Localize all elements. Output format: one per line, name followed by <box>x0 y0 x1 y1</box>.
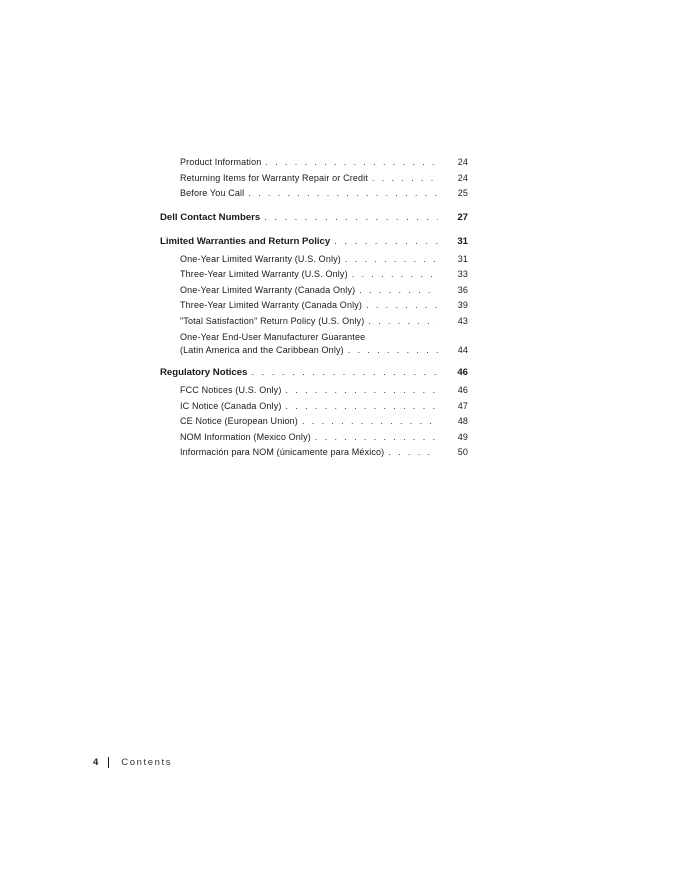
toc-entry-total-satisfaction[interactable] <box>180 316 468 326</box>
toc-section-page: 46 <box>457 367 468 378</box>
toc-entry-product-information[interactable] <box>180 157 468 167</box>
toc-entry-returning-items[interactable] <box>180 173 468 183</box>
toc-entry-guarantee-line1[interactable]: One-Year End-User Manufacturer Guarantee <box>180 332 366 342</box>
toc-entry-three-year-canada[interactable] <box>180 300 468 310</box>
toc-section-title: Dell Contact Numbers <box>160 212 261 223</box>
page-footer <box>93 757 172 768</box>
toc-entry-three-year-us[interactable] <box>180 269 468 279</box>
toc-entry-guarantee[interactable] <box>180 345 468 355</box>
dot-leader <box>315 432 438 442</box>
toc-entry-page: 44 <box>457 345 468 355</box>
dot-leader <box>368 316 438 326</box>
dot-leader <box>372 173 438 183</box>
dot-leader <box>302 416 438 426</box>
toc-section-title: Limited Warranties and Return Policy <box>160 236 331 247</box>
toc-entry-title: FCC Notices (U.S. Only) <box>180 385 282 395</box>
toc-entry-title: CE Notice (European Union) <box>180 416 298 426</box>
dot-leader <box>334 236 438 247</box>
toc-entry-nom-information[interactable] <box>180 432 468 442</box>
dot-leader <box>286 401 439 411</box>
toc-entry-title: IC Notice (Canada Only) <box>180 401 282 411</box>
toc-entry-page: 31 <box>457 254 468 264</box>
toc-entry-title: One-Year Limited Warranty (Canada Only) <box>180 285 356 295</box>
toc-entry-page: 48 <box>457 416 468 426</box>
toc-entry-page: 39 <box>457 300 468 310</box>
toc-entry-title: Three-Year Limited Warranty (U.S. Only) <box>180 269 348 279</box>
toc-section-page: 27 <box>457 212 468 223</box>
toc-entry-ic-notice[interactable] <box>180 401 468 411</box>
toc-entry-title: NOM Information (Mexico Only) <box>180 432 311 442</box>
toc-entry-title: (Latin America and the Caribbean Only) <box>180 345 344 355</box>
dot-leader <box>359 285 438 295</box>
toc-section-dell-contact-numbers[interactable] <box>160 212 468 223</box>
dot-leader <box>251 367 438 378</box>
toc-entry-one-year-canada[interactable] <box>180 285 468 295</box>
toc-entry-ce-notice[interactable] <box>180 416 468 426</box>
toc-entry-fcc-notices[interactable] <box>180 385 468 395</box>
toc-section-limited-warranties[interactable] <box>160 236 468 247</box>
toc-entry-page: 24 <box>457 157 468 167</box>
toc-entry-page: 24 <box>457 173 468 183</box>
dot-leader <box>264 212 438 223</box>
toc-entry-one-year-us[interactable] <box>180 254 468 264</box>
toc-entry-informacion-nom[interactable] <box>180 447 468 457</box>
toc-entry-title: Returning Items for Warranty Repair or Credit <box>180 173 368 183</box>
toc-section-title: Regulatory Notices <box>160 367 248 378</box>
toc-entry-page: 33 <box>457 269 468 279</box>
toc-entry-page: 43 <box>457 316 468 326</box>
dot-leader <box>265 157 438 167</box>
toc-entry-title: Product Information <box>180 157 262 167</box>
dot-leader <box>388 447 438 457</box>
toc-entry-page: 49 <box>457 432 468 442</box>
dot-leader <box>366 300 438 310</box>
toc-entry-page: 46 <box>457 385 468 395</box>
toc-entry-page: 50 <box>457 447 468 457</box>
toc-entry-title: One-Year Limited Warranty (U.S. Only) <box>180 254 341 264</box>
toc-entry-page: 36 <box>457 285 468 295</box>
page-number: 4 <box>93 757 99 768</box>
toc-entry-title: Información para NOM (únicamente para México) <box>180 447 385 457</box>
footer-divider <box>108 757 109 768</box>
toc-entry-title: Before You Call <box>180 188 245 198</box>
toc-section-regulatory-notices[interactable] <box>160 367 468 378</box>
toc-section-page: 31 <box>457 236 468 247</box>
section-label: Contents <box>121 757 173 768</box>
dot-leader <box>345 254 438 264</box>
dot-leader <box>348 345 438 355</box>
dot-leader <box>248 188 438 198</box>
toc-entry-page: 25 <box>457 188 468 198</box>
toc-entry-page: 47 <box>457 401 468 411</box>
dot-leader <box>352 269 438 279</box>
toc-entry-title: "Total Satisfaction" Return Policy (U.S. Only) <box>180 316 365 326</box>
toc-entry-title: Three-Year Limited Warranty (Canada Only) <box>180 300 363 310</box>
toc-entry-before-you-call[interactable] <box>180 188 468 198</box>
dot-leader <box>285 385 438 395</box>
